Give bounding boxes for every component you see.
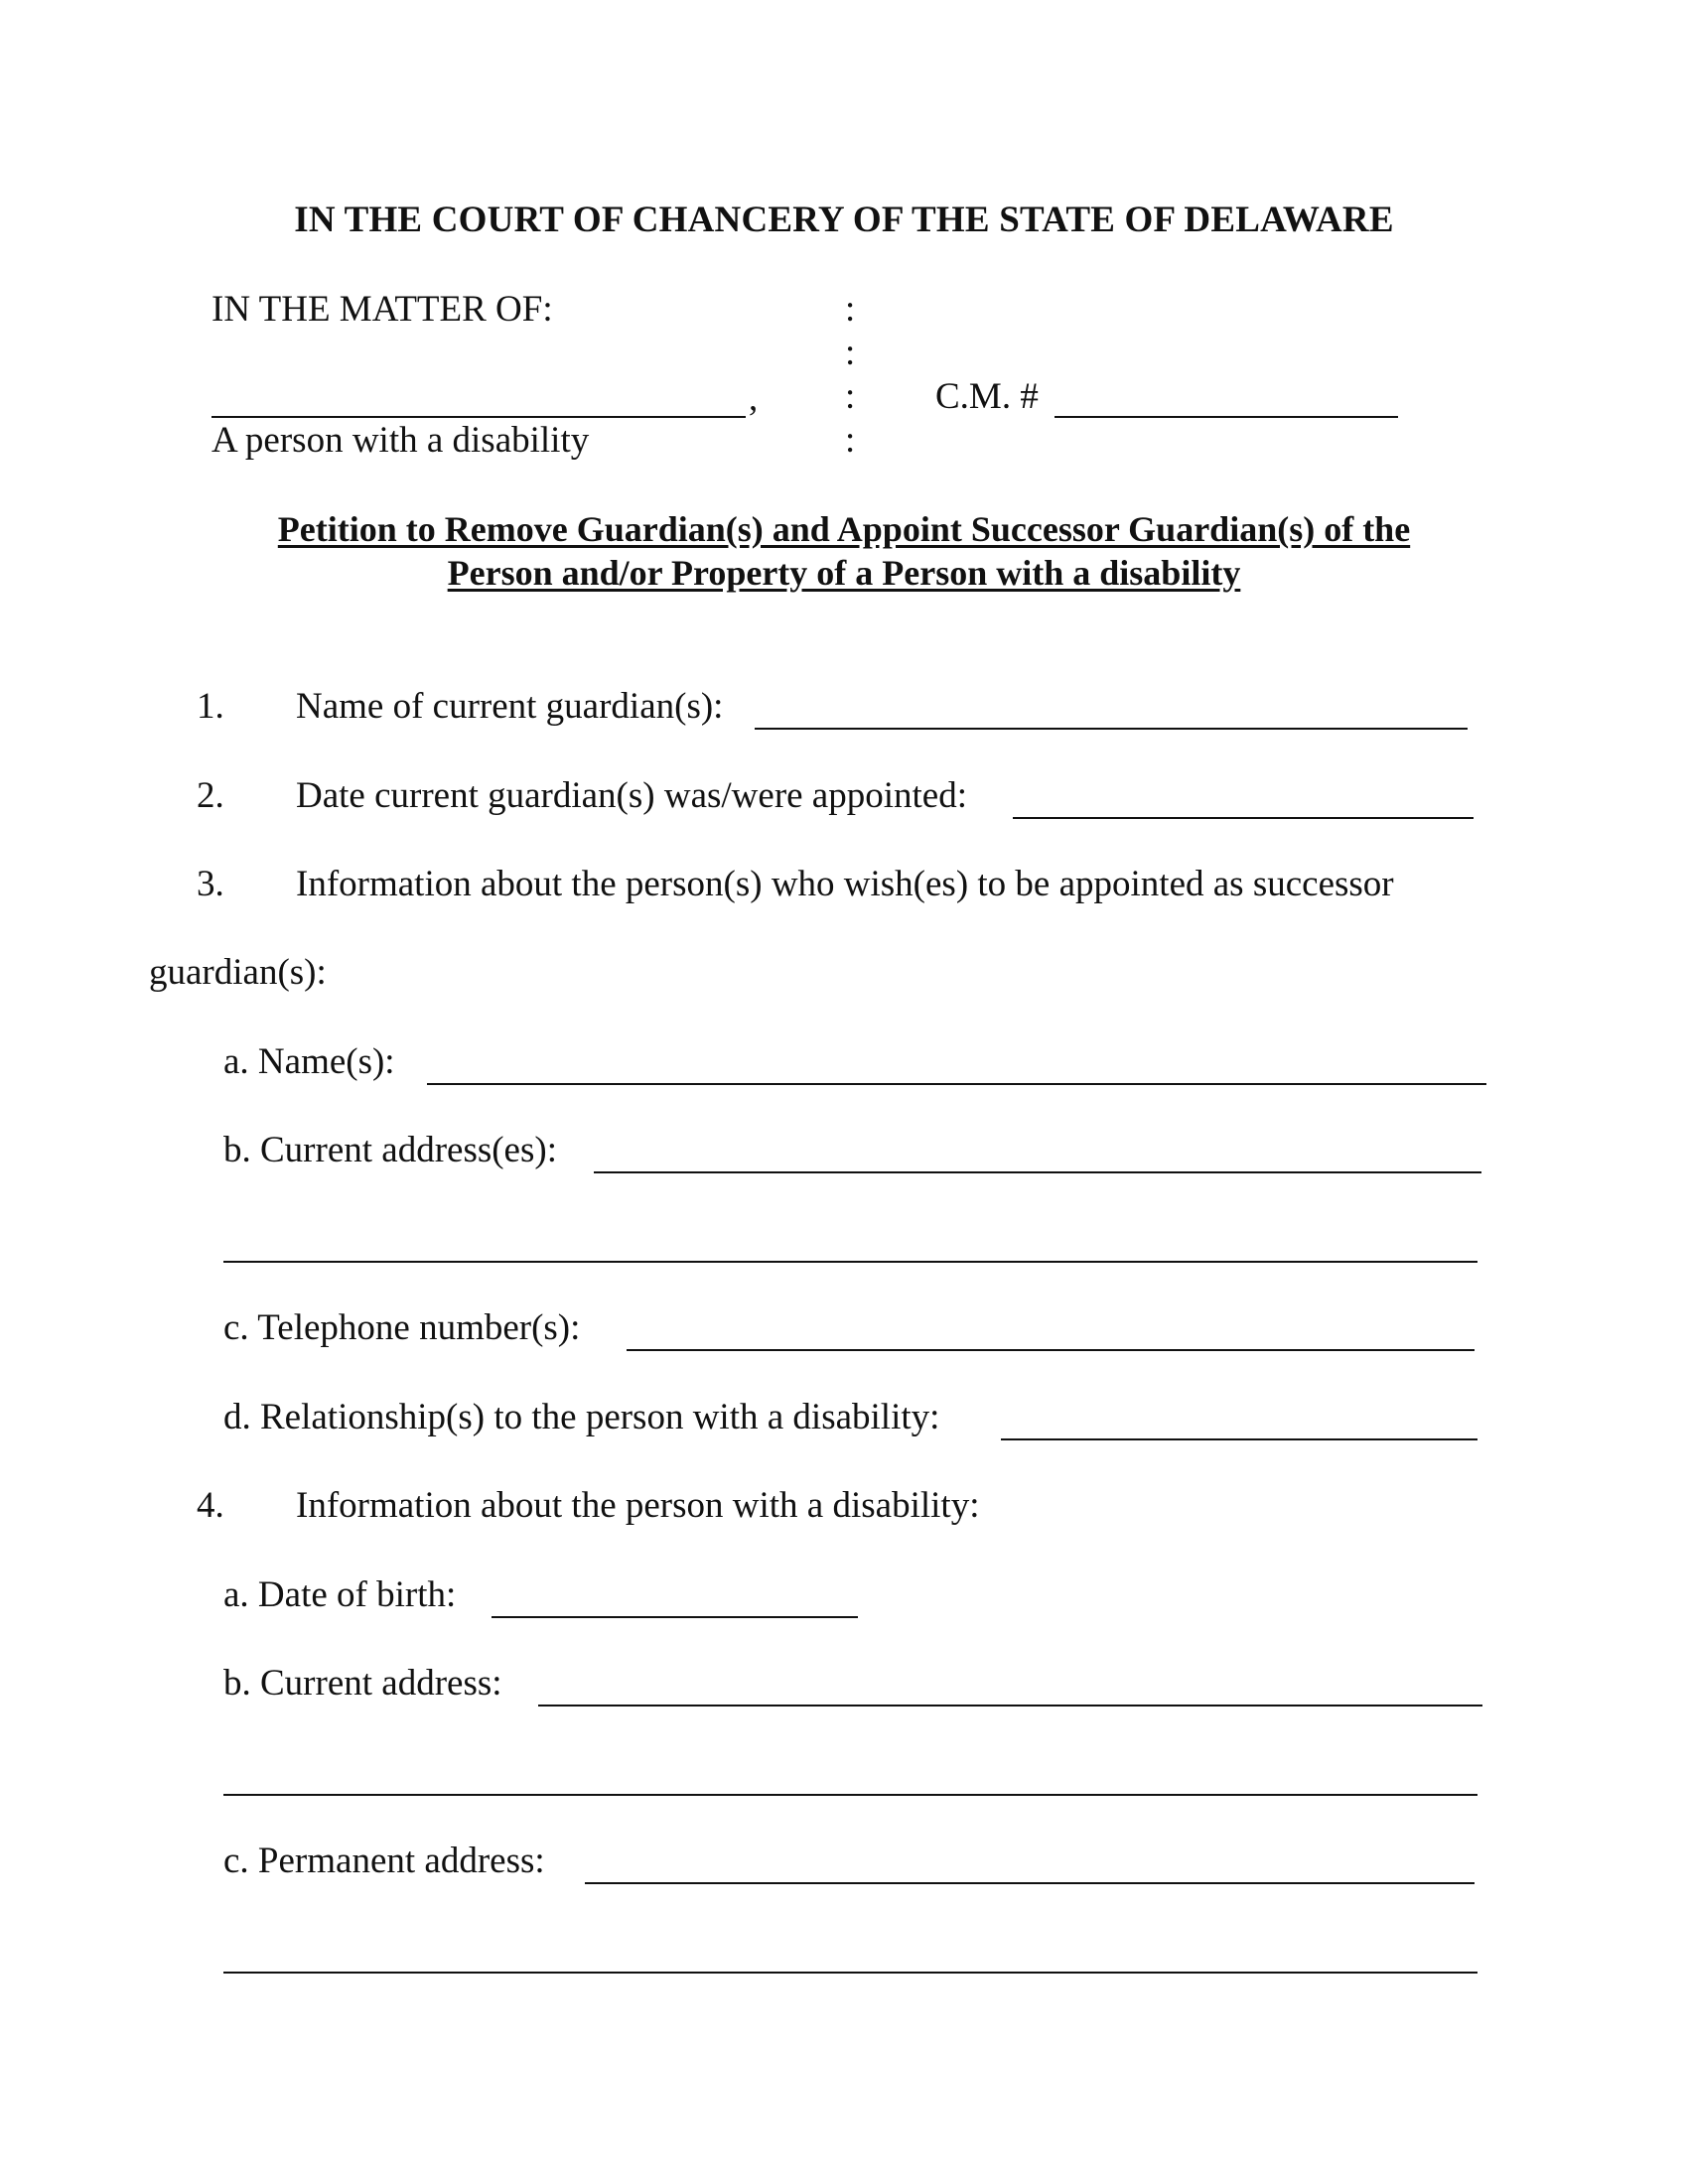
item-3c-label: c. Telephone number(s): xyxy=(223,1307,581,1348)
item-3-continuation: guardian(s): xyxy=(149,952,327,993)
item-2-number: 2. xyxy=(197,775,224,816)
caption-colon: : xyxy=(845,333,856,373)
item-4a-label: a. Date of birth: xyxy=(223,1574,457,1615)
successor-address-line-2[interactable] xyxy=(223,1261,1477,1263)
item-2-label: Date current guardian(s) was/were appointed: xyxy=(296,775,967,816)
successor-telephone-line[interactable] xyxy=(627,1349,1475,1351)
current-address-line[interactable] xyxy=(538,1705,1482,1706)
petition-title-line1: Petition to Remove Guardian(s) and Appoint Successor Guardian(s) of the xyxy=(277,509,1411,549)
item-3d-label: d. Relationship(s) to the person with a disability: xyxy=(223,1397,940,1437)
item-4c-label: c. Permanent address: xyxy=(223,1841,545,1881)
caption-colon: : xyxy=(845,420,856,461)
item-3-label: Information about the person(s) who wish(es) to be appointed as successor xyxy=(296,864,1394,904)
appointment-date-line[interactable] xyxy=(1013,817,1474,819)
cm-number-line[interactable] xyxy=(1055,416,1398,418)
court-heading: IN THE COURT OF CHANCERY OF THE STATE OF DELAWARE xyxy=(294,200,1394,240)
date-of-birth-line[interactable] xyxy=(492,1616,858,1618)
successor-names-line[interactable] xyxy=(427,1083,1486,1085)
current-guardian-name-line[interactable] xyxy=(755,728,1468,730)
caption-colon: : xyxy=(845,289,856,330)
successor-relationship-line[interactable] xyxy=(1001,1438,1477,1440)
item-4-label: Information about the person with a disability: xyxy=(296,1485,980,1526)
permanent-address-line[interactable] xyxy=(585,1882,1475,1884)
item-3b-label: b. Current address(es): xyxy=(223,1130,557,1170)
caption-colon: : xyxy=(845,376,856,417)
item-4-number: 4. xyxy=(197,1485,224,1526)
cm-number-label: C.M. # xyxy=(935,376,1039,417)
successor-address-line[interactable] xyxy=(594,1171,1481,1173)
person-with-disability-label: A person with a disability xyxy=(211,420,590,461)
name-comma: , xyxy=(749,378,759,419)
item-3-number: 3. xyxy=(197,864,224,904)
petition-title-line2: Person and/or Property of a Person with a disability xyxy=(447,553,1241,593)
item-1-number: 1. xyxy=(197,686,224,727)
respondent-name-line[interactable] xyxy=(211,416,746,418)
item-4b-label: b. Current address: xyxy=(223,1663,502,1704)
current-address-line-2[interactable] xyxy=(223,1794,1477,1796)
item-3a-label: a. Name(s): xyxy=(223,1041,395,1082)
permanent-address-line-2[interactable] xyxy=(223,1972,1477,1974)
matter-of-label: IN THE MATTER OF: xyxy=(211,289,553,330)
item-1-label: Name of current guardian(s): xyxy=(296,686,724,727)
